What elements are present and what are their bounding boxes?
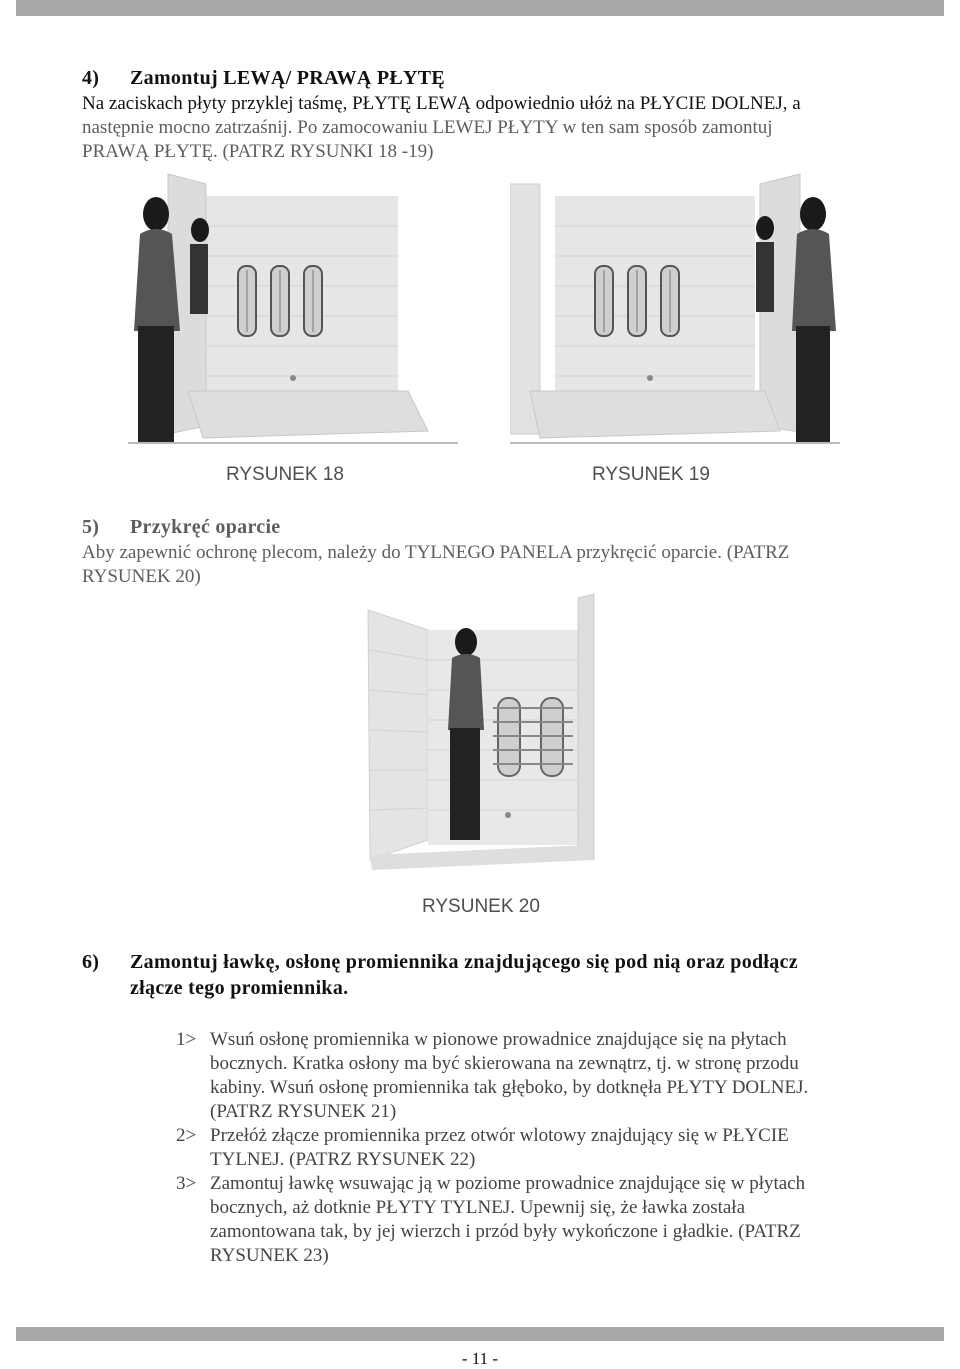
section-5 [82,515,902,589]
page-number: - 11 - [461,1349,499,1368]
list-item [176,1124,886,1172]
list-item [176,1028,886,1124]
section-number: 4) [82,67,100,89]
list-line: Zamontuj ławkę wsuwając ją w poziome prowadnice znajdujące się w płytach [210,1173,806,1194]
figure-18-photo [128,166,458,456]
list-line: (PATRZ RYSUNEK 21) [210,1101,397,1122]
list-line: TYLNEJ. (PATRZ RYSUNEK 22) [210,1149,476,1170]
section-4-heading [82,66,902,90]
figure-18-caption: RYSUNEK 18 [226,464,344,485]
section-number: 5) [82,516,100,538]
section-6 [82,950,902,1000]
section-4 [82,66,902,164]
figure-20-photo [358,590,608,880]
section-6-heading-cont [82,976,902,1000]
section-title-cont: złącze tego promiennika. [130,977,349,999]
instruction-list [176,1028,886,1268]
section-5-heading [82,515,902,539]
list-line: bocznych. Kratka osłony ma być skierowana na zewnątrz, tj. w stronę przodu [210,1053,799,1074]
list-line: zamontowana tak, by jej wierzch i przód były wykończone i gładkie. (PATRZ [210,1221,801,1242]
list-marker: 2> [176,1125,197,1146]
paragraph-line: Na zaciskach płyty przyklej taśmę, PŁYTĘ LEWĄ odpowiednio ułóż na PŁYCIE DOLNEJ, a [82,93,801,114]
list-line: kabiny. Wsuń osłonę promiennika tak głęboko, by dotknęła PŁYTY DOLNEJ. [210,1077,809,1098]
section-title: Zamontuj ławkę, osłonę promiennika znajdującego się pod nią oraz podłącz [130,951,798,973]
figure-19-caption: RYSUNEK 19 [592,464,710,485]
section-6-heading [82,950,902,974]
list-marker: 1> [176,1029,197,1050]
section-title: Przykręć oparcie [130,516,281,538]
list-item [176,1172,886,1268]
paragraph-line: następnie mocno zatrzaśnij. Po zamocowaniu LEWEJ PŁYTY w ten sam sposób zamontuj [82,117,773,138]
footer-bar [16,1327,944,1341]
list-marker: 3> [176,1173,197,1194]
list-line: Wsuń osłonę promiennika w pionowe prowadnice znajdujące się na płytach [210,1029,787,1050]
figure-20-caption: RYSUNEK 20 [422,896,540,917]
header-bar [16,0,944,16]
paragraph-line: PRAWĄ PŁYTĘ. (PATRZ RYSUNKI 18 -19) [82,141,434,162]
section-number: 6) [82,951,100,973]
figure-19-photo [510,166,840,456]
list-line: Przełóż złącze promiennika przez otwór wlotowy znajdujący się w PŁYCIE [210,1125,789,1146]
list-line: bocznych, aż dotknie PŁYTY TYLNEJ. Upewnij się, że ławka została [210,1197,746,1218]
section-title: Zamontuj LEWĄ/ PRAWĄ PŁYTĘ [130,67,446,89]
paragraph-line: Aby zapewnić ochronę plecom, należy do TYLNEGO PANELA przykręcić oparcie. (PATRZ [82,542,790,563]
list-line: RYSUNEK 23) [210,1245,329,1266]
paragraph-line: RYSUNEK 20) [82,566,201,587]
